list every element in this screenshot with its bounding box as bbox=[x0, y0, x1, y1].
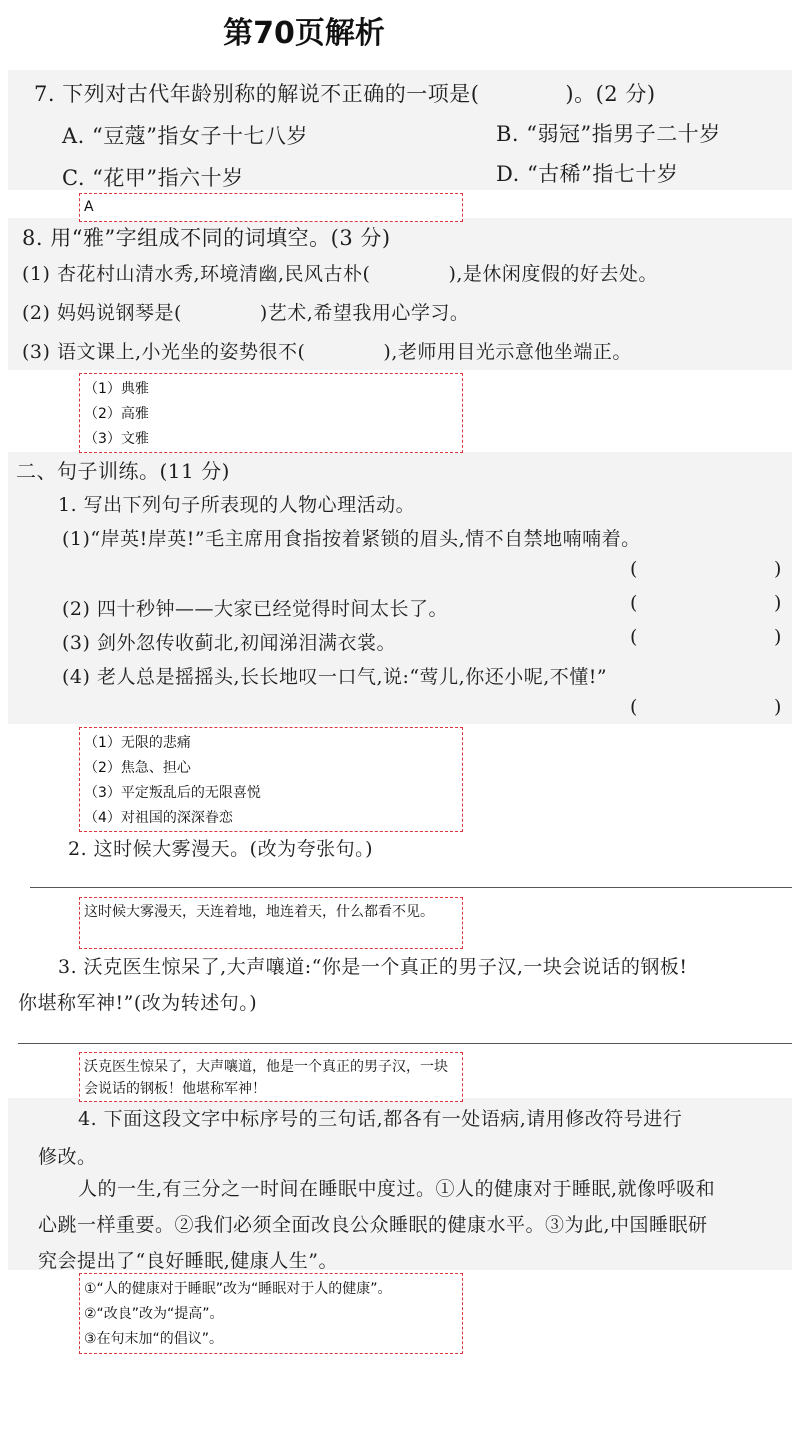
s2-q4-passage-line1: 人的一生,有三分之一时间在睡眠中度过。①人的健康对于睡眠,就像呼吸和 bbox=[78, 1178, 716, 1200]
blank-left: ( bbox=[630, 626, 638, 648]
s2-q1-answer-3: （3）平定叛乱后的无限喜悦 bbox=[84, 785, 261, 801]
s2-q4-answer-1: ①“人的健康对于睡眠”改为“睡眠对于人的健康”。 bbox=[84, 1281, 392, 1297]
s2-q4-passage-line2: 心跳一样重要。②我们必须全面改良公众睡眠的健康水平。③为此,中国睡眠研 bbox=[38, 1214, 708, 1236]
blank-right: ) bbox=[774, 558, 782, 580]
s2-q2-stem: 2. 这时候大雾漫天。(改为夸张句。) bbox=[68, 838, 373, 860]
s2-q2-answer: 这时候大雾漫天，天连着地，地连着天，什么都看不见。 bbox=[84, 904, 434, 920]
s2-q1-answer-1: （1）无限的悲痛 bbox=[84, 735, 191, 751]
q7-option-c: C. “花甲”指六十岁 bbox=[62, 166, 244, 190]
blank-right: ) bbox=[774, 696, 782, 718]
q7-option-a: A. “豆蔻”指女子十七八岁 bbox=[62, 124, 308, 148]
q7-answer-box bbox=[79, 193, 463, 222]
q8-item-1: (1) 杏花村山清水秀,环境清幽,民风古朴( ),是休闲度假的好去处。 bbox=[22, 263, 658, 285]
s2-q4-answer-3: ③在句末加“的倡议”。 bbox=[84, 1331, 224, 1347]
blank-right: ) bbox=[774, 626, 782, 648]
s2-q1-answer-4: （4）对祖国的深深眷恋 bbox=[84, 810, 233, 826]
blank-left: ( bbox=[630, 696, 638, 718]
s2-q4-passage-line3: 究会提出了“良好睡眠,健康人生”。 bbox=[38, 1250, 338, 1272]
section2-heading: 二、句子训练。(11 分) bbox=[16, 459, 230, 483]
q8-answer-box bbox=[79, 373, 463, 453]
q7-stem: 7. 下列对古代年龄别称的解说不正确的一项是( )。(2 分) bbox=[34, 82, 656, 106]
s2-q3-stem-line1: 3. 沃克医生惊呆了,大声嚷道:“你是一个真正的男子汉,一块会说话的钢板! bbox=[58, 956, 688, 978]
s2-q1-answer-box bbox=[79, 727, 463, 832]
page-title: 第70页解析 bbox=[223, 16, 385, 51]
s2-q1-answer-2: （2）焦急、担心 bbox=[84, 760, 191, 776]
s2-q1-item-4: (4) 老人总是摇摇头,长长地叹一口气,说:“莺儿,你还小呢,不懂!” bbox=[62, 666, 608, 688]
s2-q1-item-3: (3) 剑外忽传收蓟北,初闻涕泪满衣裳。 bbox=[62, 632, 396, 654]
s2-q1-stem: 1. 写出下列句子所表现的人物心理活动。 bbox=[58, 494, 416, 516]
s2-q3-stem-line2: 你堪称军神!”(改为转述句。) bbox=[18, 992, 258, 1014]
q8-answer-3: （3）文雅 bbox=[84, 431, 149, 447]
q8-answer-2: （2）高雅 bbox=[84, 406, 149, 422]
answer-line bbox=[30, 887, 792, 888]
q7-answer: A bbox=[84, 199, 94, 215]
q7-option-d: D. “古稀”指七十岁 bbox=[496, 162, 679, 186]
blank-left: ( bbox=[630, 558, 638, 580]
s2-q4-stem-line2: 修改。 bbox=[38, 1146, 97, 1168]
s2-q4-stem-line1: 4. 下面这段文字中标序号的三句话,都各有一处语病,请用修改符号进行 bbox=[78, 1108, 683, 1130]
s2-q3-answer: 沃克医生惊呆了，大声嚷道，他是一个真正的男子汉，一块会说话的钢板！他堪称军神！ bbox=[84, 1059, 448, 1097]
q8-stem: 8. 用“雅”字组成不同的词填空。(3 分) bbox=[22, 226, 391, 250]
q8-answer-1: （1）典雅 bbox=[84, 381, 149, 397]
s2-q3-answer-box bbox=[79, 1052, 463, 1102]
s2-q1-item-2: (2) 四十秒钟——大家已经觉得时间太长了。 bbox=[62, 598, 448, 620]
s2-q2-answer-box bbox=[79, 897, 463, 949]
answer-line bbox=[18, 1043, 792, 1044]
blank-right: ) bbox=[774, 592, 782, 614]
s2-q4-answer-2: ②“改良”改为“提高”。 bbox=[84, 1306, 224, 1322]
s2-q4-answer-box bbox=[79, 1273, 463, 1354]
q8-item-3: (3) 语文课上,小光坐的姿势很不( ),老师用目光示意他坐端正。 bbox=[22, 341, 632, 363]
q8-item-2: (2) 妈妈说钢琴是( )艺术,希望我用心学习。 bbox=[22, 302, 470, 324]
q7-option-b: B. “弱冠”指男子二十岁 bbox=[496, 122, 721, 146]
blank-left: ( bbox=[630, 592, 638, 614]
s2-q1-item-1: (1)“岸英!岸英!”毛主席用食指按着紧锁的眉头,情不自禁地喃喃着。 bbox=[62, 528, 641, 550]
